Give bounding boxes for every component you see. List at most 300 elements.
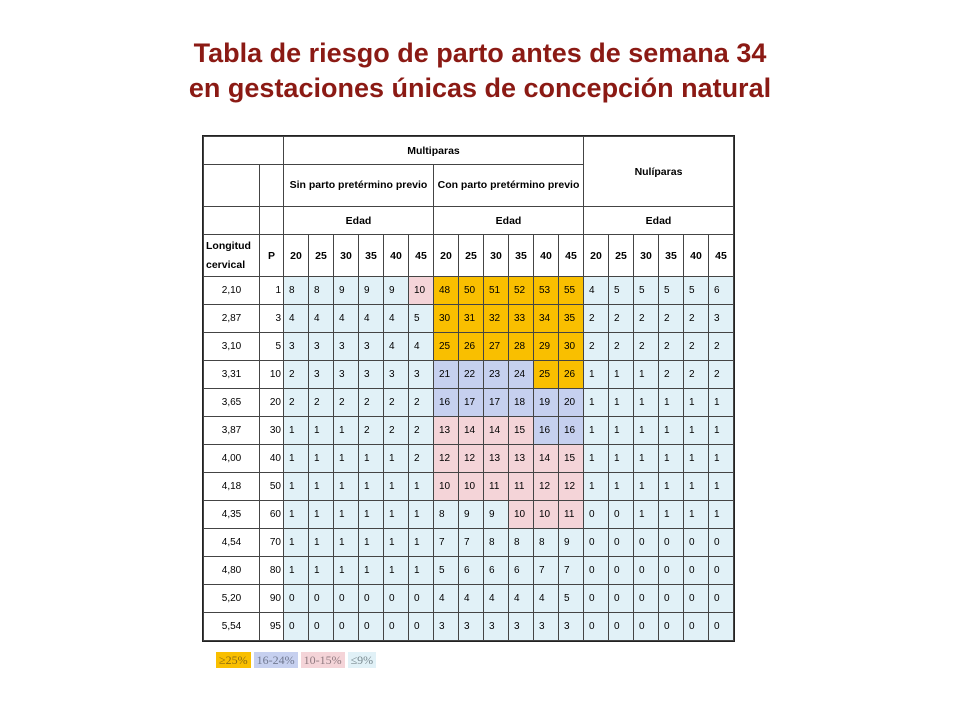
nul-risk-cell: 0	[584, 613, 609, 641]
nul-risk-cell: 2	[659, 333, 684, 361]
con-risk-cell: 52	[509, 277, 534, 305]
con-risk-cell: 13	[434, 417, 459, 445]
sin-risk-cell: 1	[359, 501, 384, 529]
nul-risk-cell: 0	[659, 613, 684, 641]
sin-risk-cell: 1	[309, 501, 334, 529]
nul-risk-cell: 1	[634, 473, 659, 501]
nul-risk-cell: 1	[684, 445, 709, 473]
percentile-cell: 40	[260, 445, 284, 473]
sin-risk-cell: 1	[384, 501, 409, 529]
sin-risk-cell: 2	[284, 389, 309, 417]
con-risk-cell: 4	[509, 585, 534, 613]
sin-risk-cell: 1	[284, 529, 309, 557]
nul-risk-cell: 0	[634, 613, 659, 641]
nul-risk-cell: 0	[709, 585, 734, 613]
con-risk-cell: 12	[434, 445, 459, 473]
cervical-length-cell: 2,87	[204, 305, 260, 333]
sin-risk-cell: 0	[384, 585, 409, 613]
con-risk-cell: 15	[509, 417, 534, 445]
sin-risk-cell: 2	[334, 389, 359, 417]
sin-risk-cell: 4	[334, 305, 359, 333]
nul-risk-cell: 1	[584, 445, 609, 473]
cervical-length-cell: 4,35	[204, 501, 260, 529]
nul-risk-cell: 2	[609, 333, 634, 361]
con-risk-cell: 6	[459, 557, 484, 585]
sin-risk-cell: 1	[284, 501, 309, 529]
con-risk-cell: 50	[459, 277, 484, 305]
con-risk-cell: 26	[459, 333, 484, 361]
table-row	[204, 613, 734, 641]
table-row	[204, 585, 734, 613]
table-row	[204, 277, 734, 305]
nul-risk-cell: 0	[609, 529, 634, 557]
nul-risk-cell: 0	[634, 557, 659, 585]
nul-risk-cell: 0	[609, 585, 634, 613]
sin-risk-cell: 4	[309, 305, 334, 333]
sin-risk-cell: 1	[309, 417, 334, 445]
nul-edad-header: Edad	[584, 207, 734, 235]
sin-risk-cell: 4	[384, 305, 409, 333]
nul-risk-cell: 1	[634, 361, 659, 389]
con-risk-cell: 3	[459, 613, 484, 641]
sin-risk-cell: 2	[409, 445, 434, 473]
nul-risk-cell: 1	[659, 389, 684, 417]
nul-risk-cell: 1	[609, 473, 634, 501]
nul-risk-cell: 1	[634, 389, 659, 417]
sin-risk-cell: 4	[359, 305, 384, 333]
con-risk-cell: 11	[509, 473, 534, 501]
corner-cell-3	[260, 165, 284, 207]
nul-age-header: 35	[659, 235, 684, 277]
sin-risk-cell: 2	[359, 389, 384, 417]
table-row	[204, 473, 734, 501]
table-row	[204, 445, 734, 473]
cervical-length-cell: 5,20	[204, 585, 260, 613]
percentile-cell: 50	[260, 473, 284, 501]
nul-risk-cell: 2	[709, 361, 734, 389]
legend-item: 16-24%	[254, 652, 298, 668]
sin-risk-cell: 2	[359, 417, 384, 445]
sin-risk-cell: 1	[309, 529, 334, 557]
sin-risk-cell: 9	[334, 277, 359, 305]
sin-risk-cell: 1	[359, 445, 384, 473]
sin-age-header: 40	[384, 235, 409, 277]
nul-risk-cell: 0	[684, 557, 709, 585]
cervical-length-cell: 4,80	[204, 557, 260, 585]
sin-risk-cell: 1	[359, 557, 384, 585]
sin-risk-cell: 0	[284, 585, 309, 613]
percentile-cell: 70	[260, 529, 284, 557]
sin-risk-cell: 0	[384, 613, 409, 641]
sin-risk-cell: 9	[359, 277, 384, 305]
cervical-length-cell: 4,18	[204, 473, 260, 501]
con-risk-cell: 10	[459, 473, 484, 501]
con-risk-cell: 30	[434, 305, 459, 333]
table-row	[204, 529, 734, 557]
sin-risk-cell: 1	[334, 529, 359, 557]
sin-risk-cell: 1	[409, 473, 434, 501]
sin-risk-cell: 0	[409, 585, 434, 613]
nul-risk-cell: 5	[659, 277, 684, 305]
table-row	[204, 501, 734, 529]
sin-risk-cell: 2	[284, 361, 309, 389]
con-risk-cell: 7	[434, 529, 459, 557]
nul-risk-cell: 0	[584, 501, 609, 529]
nul-risk-cell: 1	[684, 501, 709, 529]
cervical-length-cell: 3,65	[204, 389, 260, 417]
percentile-cell: 80	[260, 557, 284, 585]
con-risk-cell: 5	[559, 585, 584, 613]
sin-risk-cell: 3	[409, 361, 434, 389]
cervical-length-cell: 4,54	[204, 529, 260, 557]
nul-risk-cell: 1	[609, 445, 634, 473]
sin-risk-cell: 1	[334, 445, 359, 473]
sin-risk-cell: 1	[284, 417, 309, 445]
cervical-length-cell: 3,31	[204, 361, 260, 389]
sin-risk-cell: 3	[309, 361, 334, 389]
nul-risk-cell: 0	[684, 585, 709, 613]
nul-risk-cell: 1	[709, 501, 734, 529]
nul-age-header: 20	[584, 235, 609, 277]
sin-risk-cell: 1	[384, 557, 409, 585]
nul-risk-cell: 0	[659, 585, 684, 613]
nul-risk-cell: 2	[634, 305, 659, 333]
nul-risk-cell: 2	[709, 333, 734, 361]
con-risk-cell: 10	[534, 501, 559, 529]
con-risk-cell: 25	[434, 333, 459, 361]
con-risk-cell: 16	[534, 417, 559, 445]
nul-risk-cell: 2	[684, 305, 709, 333]
sin-risk-cell: 2	[409, 389, 434, 417]
nul-risk-cell: 0	[584, 585, 609, 613]
nul-risk-cell: 5	[634, 277, 659, 305]
con-risk-cell: 4	[534, 585, 559, 613]
risk-table	[203, 136, 734, 641]
nul-risk-cell: 5	[609, 277, 634, 305]
corner-cell-4	[204, 207, 260, 235]
sin-age-header: 25	[309, 235, 334, 277]
nul-risk-cell: 0	[684, 613, 709, 641]
nul-risk-cell: 0	[584, 557, 609, 585]
nul-risk-cell: 2	[634, 333, 659, 361]
con-age-header: 25	[459, 235, 484, 277]
sin-risk-cell: 0	[309, 613, 334, 641]
title-line-2: en gestaciones únicas de concepción natural	[188, 73, 772, 103]
sin-risk-cell: 2	[409, 417, 434, 445]
nul-risk-cell: 2	[684, 333, 709, 361]
corner-cell	[204, 137, 284, 165]
con-risk-cell: 14	[534, 445, 559, 473]
sin-risk-cell: 3	[334, 361, 359, 389]
table-row	[204, 305, 734, 333]
nul-risk-cell: 0	[659, 557, 684, 585]
sin-risk-cell: 1	[284, 445, 309, 473]
sin-risk-cell: 3	[359, 361, 384, 389]
sin-risk-cell: 5	[409, 305, 434, 333]
table-row	[204, 361, 734, 389]
cervical-length-cell: 2,10	[204, 277, 260, 305]
con-risk-cell: 20	[559, 389, 584, 417]
con-age-header: 20	[434, 235, 459, 277]
con-risk-cell: 3	[509, 613, 534, 641]
sin-risk-cell: 1	[359, 529, 384, 557]
nul-risk-cell: 6	[709, 277, 734, 305]
con-risk-cell: 14	[484, 417, 509, 445]
con-risk-cell: 51	[484, 277, 509, 305]
nul-age-header: 40	[684, 235, 709, 277]
sin-parto-header: Sin parto pretérmino previo	[284, 165, 434, 207]
con-risk-cell: 12	[559, 473, 584, 501]
con-parto-header: Con parto pretérmino previo	[434, 165, 584, 207]
nul-risk-cell: 0	[709, 557, 734, 585]
con-age-header: 45	[559, 235, 584, 277]
con-risk-cell: 9	[559, 529, 584, 557]
legend-item: ≤9%	[348, 652, 377, 668]
con-risk-cell: 9	[459, 501, 484, 529]
nul-risk-cell: 0	[709, 529, 734, 557]
nul-risk-cell: 3	[709, 305, 734, 333]
percentile-cell: 10	[260, 361, 284, 389]
nul-risk-cell: 0	[659, 529, 684, 557]
con-risk-cell: 25	[534, 361, 559, 389]
sin-risk-cell: 8	[284, 277, 309, 305]
sin-risk-cell: 1	[334, 501, 359, 529]
nul-risk-cell: 1	[659, 501, 684, 529]
legend-item: ≥25%	[216, 652, 251, 668]
sin-risk-cell: 0	[359, 585, 384, 613]
sin-risk-cell: 0	[284, 613, 309, 641]
nuliparas-header: Nulíparas	[584, 137, 734, 207]
table-row	[204, 417, 734, 445]
con-risk-cell: 22	[459, 361, 484, 389]
nul-risk-cell: 4	[584, 277, 609, 305]
nul-risk-cell: 1	[634, 417, 659, 445]
con-risk-cell: 3	[559, 613, 584, 641]
sin-age-header: 45	[409, 235, 434, 277]
nul-risk-cell: 1	[709, 473, 734, 501]
con-risk-cell: 13	[484, 445, 509, 473]
nul-risk-cell: 1	[709, 389, 734, 417]
con-risk-cell: 16	[434, 389, 459, 417]
con-risk-cell: 18	[509, 389, 534, 417]
nul-risk-cell: 1	[609, 389, 634, 417]
percentile-cell: 1	[260, 277, 284, 305]
multiparas-header: Multiparas	[284, 137, 584, 165]
nul-risk-cell: 0	[634, 585, 659, 613]
sin-risk-cell: 4	[284, 305, 309, 333]
con-risk-cell: 26	[559, 361, 584, 389]
sin-risk-cell: 1	[309, 473, 334, 501]
con-risk-cell: 23	[484, 361, 509, 389]
percentile-cell: 90	[260, 585, 284, 613]
sin-risk-cell: 0	[359, 613, 384, 641]
nul-risk-cell: 1	[634, 501, 659, 529]
sin-risk-cell: 9	[384, 277, 409, 305]
table-row	[204, 389, 734, 417]
con-risk-cell: 10	[434, 473, 459, 501]
nul-risk-cell: 0	[634, 529, 659, 557]
sin-age-header: 20	[284, 235, 309, 277]
nul-risk-cell: 1	[659, 417, 684, 445]
con-risk-cell: 55	[559, 277, 584, 305]
sin-edad-header: Edad	[284, 207, 434, 235]
con-risk-cell: 4	[459, 585, 484, 613]
con-risk-cell: 24	[509, 361, 534, 389]
nul-risk-cell: 0	[609, 501, 634, 529]
sin-risk-cell: 4	[384, 333, 409, 361]
con-risk-cell: 7	[459, 529, 484, 557]
percentile-cell: 60	[260, 501, 284, 529]
con-risk-cell: 17	[484, 389, 509, 417]
sin-risk-cell: 1	[409, 557, 434, 585]
corner-cell-2	[204, 165, 260, 207]
nul-risk-cell: 1	[584, 473, 609, 501]
con-risk-cell: 5	[434, 557, 459, 585]
con-risk-cell: 12	[459, 445, 484, 473]
nul-risk-cell: 2	[684, 361, 709, 389]
sin-risk-cell: 0	[334, 613, 359, 641]
con-risk-cell: 11	[484, 473, 509, 501]
con-risk-cell: 3	[534, 613, 559, 641]
nul-risk-cell: 1	[609, 417, 634, 445]
sin-risk-cell: 1	[309, 445, 334, 473]
title-line-1: Tabla de riesgo de parto antes de semana 34	[193, 38, 767, 68]
con-risk-cell: 3	[434, 613, 459, 641]
con-risk-cell: 35	[559, 305, 584, 333]
con-risk-cell: 8	[509, 529, 534, 557]
con-risk-cell: 34	[534, 305, 559, 333]
sin-age-header: 35	[359, 235, 384, 277]
sin-risk-cell: 2	[384, 389, 409, 417]
percentile-cell: 30	[260, 417, 284, 445]
sin-risk-cell: 3	[284, 333, 309, 361]
sin-risk-cell: 2	[384, 417, 409, 445]
con-risk-cell: 14	[459, 417, 484, 445]
sin-age-header: 30	[334, 235, 359, 277]
nul-risk-cell: 1	[659, 473, 684, 501]
nul-risk-cell: 1	[684, 389, 709, 417]
table-body	[204, 277, 734, 641]
sin-risk-cell: 4	[409, 333, 434, 361]
con-risk-cell: 29	[534, 333, 559, 361]
nul-risk-cell: 0	[609, 613, 634, 641]
con-risk-cell: 30	[559, 333, 584, 361]
nul-risk-cell: 1	[584, 417, 609, 445]
con-risk-cell: 8	[434, 501, 459, 529]
sin-risk-cell: 0	[409, 613, 434, 641]
con-age-header: 35	[509, 235, 534, 277]
nul-risk-cell: 2	[659, 361, 684, 389]
con-risk-cell: 19	[534, 389, 559, 417]
con-risk-cell: 3	[484, 613, 509, 641]
nul-risk-cell: 1	[709, 417, 734, 445]
sin-risk-cell: 3	[309, 333, 334, 361]
corner-cell-5	[260, 207, 284, 235]
con-risk-cell: 48	[434, 277, 459, 305]
con-risk-cell: 16	[559, 417, 584, 445]
con-risk-cell: 4	[484, 585, 509, 613]
con-risk-cell: 15	[559, 445, 584, 473]
sin-risk-cell: 1	[384, 445, 409, 473]
cervical-length-cell: 3,87	[204, 417, 260, 445]
con-risk-cell: 9	[484, 501, 509, 529]
sin-risk-cell: 1	[309, 557, 334, 585]
sin-risk-cell: 1	[384, 473, 409, 501]
cervical-length-cell: 4,00	[204, 445, 260, 473]
slide-title	[0, 36, 960, 106]
con-risk-cell: 31	[459, 305, 484, 333]
nul-risk-cell: 2	[584, 305, 609, 333]
con-risk-cell: 6	[484, 557, 509, 585]
nul-risk-cell: 2	[659, 305, 684, 333]
nul-risk-cell: 1	[659, 445, 684, 473]
nul-age-header: 30	[634, 235, 659, 277]
con-risk-cell: 10	[509, 501, 534, 529]
nul-risk-cell: 0	[609, 557, 634, 585]
nul-risk-cell: 2	[584, 333, 609, 361]
sin-risk-cell: 1	[409, 501, 434, 529]
sin-risk-cell: 1	[359, 473, 384, 501]
sin-risk-cell: 1	[334, 557, 359, 585]
nul-risk-cell: 0	[709, 613, 734, 641]
cervical-length-cell: 3,10	[204, 333, 260, 361]
con-risk-cell: 8	[534, 529, 559, 557]
table-row	[204, 557, 734, 585]
sin-risk-cell: 1	[409, 529, 434, 557]
con-risk-cell: 11	[559, 501, 584, 529]
sin-risk-cell: 1	[384, 529, 409, 557]
con-risk-cell: 7	[534, 557, 559, 585]
con-age-header: 30	[484, 235, 509, 277]
con-risk-cell: 12	[534, 473, 559, 501]
sin-risk-cell: 3	[384, 361, 409, 389]
nul-age-header: 25	[609, 235, 634, 277]
legend-item: 10-15%	[301, 652, 345, 668]
con-risk-cell: 28	[509, 333, 534, 361]
con-risk-cell: 13	[509, 445, 534, 473]
nul-risk-cell: 5	[684, 277, 709, 305]
con-risk-cell: 32	[484, 305, 509, 333]
percentile-cell: 20	[260, 389, 284, 417]
percentile-cell: 5	[260, 333, 284, 361]
legend	[216, 652, 376, 668]
sin-risk-cell: 1	[284, 557, 309, 585]
sin-risk-cell: 0	[309, 585, 334, 613]
con-risk-cell: 21	[434, 361, 459, 389]
percentile-cell: 95	[260, 613, 284, 641]
nul-risk-cell: 1	[684, 473, 709, 501]
nul-risk-cell: 1	[584, 389, 609, 417]
con-edad-header: Edad	[434, 207, 584, 235]
nul-risk-cell: 2	[609, 305, 634, 333]
sin-risk-cell: 1	[334, 473, 359, 501]
sin-risk-cell: 0	[334, 585, 359, 613]
con-risk-cell: 8	[484, 529, 509, 557]
sin-risk-cell: 3	[359, 333, 384, 361]
sin-risk-cell: 2	[309, 389, 334, 417]
con-risk-cell: 17	[459, 389, 484, 417]
nul-risk-cell: 0	[584, 529, 609, 557]
cervical-length-cell: 5,54	[204, 613, 260, 641]
con-risk-cell: 33	[509, 305, 534, 333]
con-risk-cell: 53	[534, 277, 559, 305]
nul-risk-cell: 1	[609, 361, 634, 389]
nul-risk-cell: 1	[634, 445, 659, 473]
nul-risk-cell: 1	[584, 361, 609, 389]
con-risk-cell: 4	[434, 585, 459, 613]
nul-risk-cell: 0	[684, 529, 709, 557]
nul-risk-cell: 1	[709, 445, 734, 473]
